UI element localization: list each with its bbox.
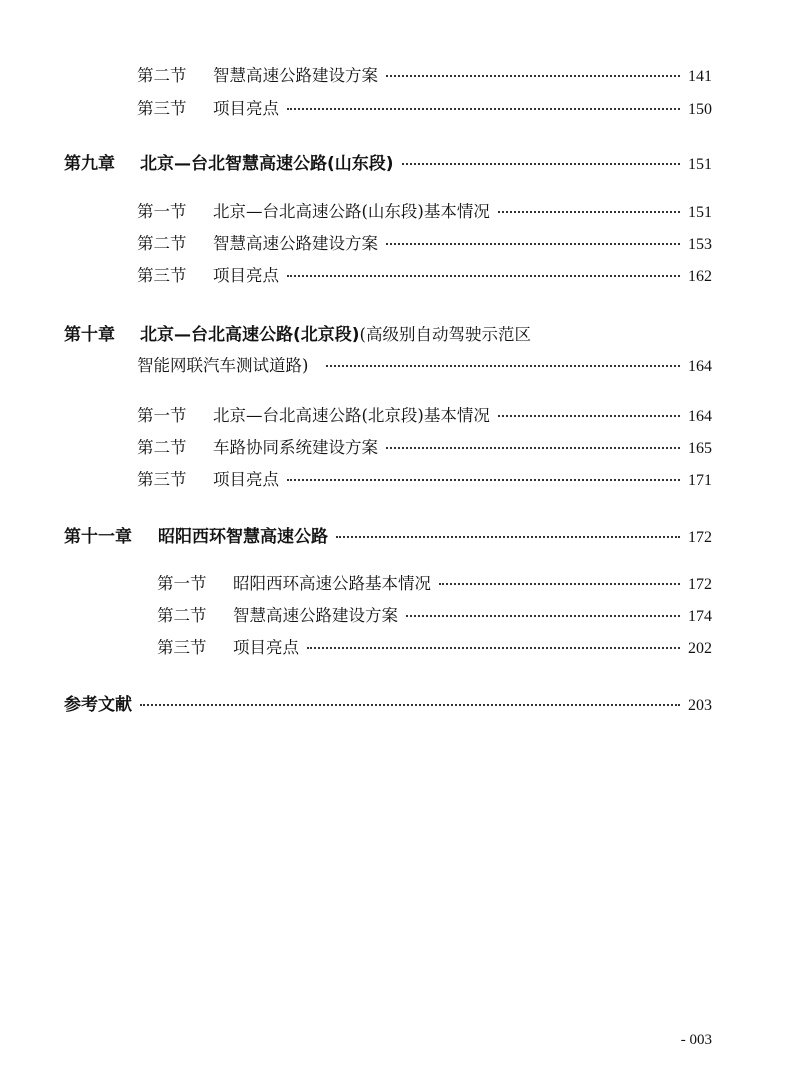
page-ref: 171 [688, 472, 712, 489]
leader-dots [326, 364, 680, 367]
leader-dots [386, 446, 680, 449]
section-title: 项目亮点 [233, 638, 299, 657]
page-ref: 165 [688, 440, 712, 457]
toc-entry[interactable] [137, 262, 712, 286]
section-label: 第一节 [157, 574, 207, 593]
chapter-label: 第十章 [64, 325, 115, 345]
toc-entry[interactable] [137, 434, 712, 458]
chapter-label: 第十一章 [64, 527, 132, 547]
page-ref: 172 [688, 529, 712, 546]
page-ref: 203 [688, 697, 712, 714]
leader-dots [498, 414, 680, 417]
page-ref: 202 [688, 640, 712, 657]
toc-entry[interactable] [157, 570, 712, 594]
toc-entry[interactable] [157, 602, 712, 626]
section-label: 第三节 [137, 99, 187, 118]
toc-entry[interactable] [137, 62, 712, 86]
toc-entry[interactable] [157, 634, 712, 658]
toc-entry[interactable] [137, 402, 712, 426]
leader-dots [336, 535, 680, 538]
section-label: 第二节 [137, 234, 187, 253]
chapter-title: 昭阳西环智慧高速公路 [158, 527, 328, 547]
chapter-title-continued: (高级别自动驾驶示范区 [359, 325, 531, 344]
chapter-title-line2: 智能网联汽车测试道路) [137, 356, 309, 375]
references-label: 参考文献 [64, 695, 132, 715]
chapter-label: 第九章 [64, 154, 115, 174]
leader-dots [140, 703, 680, 706]
chapter-entry[interactable] [64, 522, 712, 547]
chapter-title: 北京—台北高速公路(北京段) [140, 325, 360, 345]
leader-dots [402, 162, 680, 165]
toc-entry[interactable] [137, 198, 712, 222]
section-title: 智慧高速公路建设方案 [213, 234, 378, 253]
section-title: 项目亮点 [213, 470, 279, 489]
leader-dots [386, 74, 680, 77]
section-title: 昭阳西环高速公路基本情况 [233, 574, 431, 593]
leader-dots [386, 242, 680, 245]
leader-dots [287, 274, 680, 277]
toc-entry[interactable] [137, 230, 712, 254]
page-ref: 151 [688, 156, 712, 173]
page-ref: 172 [688, 576, 712, 593]
section-title: 车路协同系统建设方案 [213, 438, 378, 457]
section-label: 第三节 [137, 266, 187, 285]
page-ref: 150 [688, 101, 712, 118]
section-label: 第二节 [137, 438, 187, 457]
page-ref: 153 [688, 236, 712, 253]
page-ref: 164 [688, 408, 712, 425]
section-label: 第三节 [137, 470, 187, 489]
leader-dots [498, 210, 680, 213]
section-label: 第二节 [137, 66, 187, 85]
toc-entry[interactable] [137, 466, 712, 490]
chapter-entry-line2[interactable] [137, 352, 712, 376]
page-ref: 141 [688, 68, 712, 85]
leader-dots [439, 582, 680, 585]
page-number: - 003 [680, 1032, 712, 1048]
toc-entry[interactable] [137, 95, 712, 119]
leader-dots [307, 646, 680, 649]
section-title: 北京—台北高速公路(山东段)基本情况 [213, 202, 490, 221]
chapter-entry[interactable] [64, 320, 531, 345]
page-ref: 151 [688, 204, 712, 221]
leader-dots [287, 478, 680, 481]
section-label: 第三节 [157, 638, 207, 657]
section-title: 北京—台北高速公路(北京段)基本情况 [213, 406, 490, 425]
leader-dots [406, 614, 680, 617]
section-title: 智慧高速公路建设方案 [233, 606, 398, 625]
page-ref: 164 [688, 358, 712, 375]
section-label: 第二节 [157, 606, 207, 625]
section-label: 第一节 [137, 202, 187, 221]
chapter-title: 北京—台北智慧高速公路(山东段) [140, 154, 394, 174]
section-title: 项目亮点 [213, 266, 279, 285]
section-label: 第一节 [137, 406, 187, 425]
section-title: 智慧高速公路建设方案 [213, 66, 378, 85]
chapter-entry[interactable] [64, 149, 712, 174]
leader-dots [287, 107, 680, 110]
section-title: 项目亮点 [213, 99, 279, 118]
page-ref: 162 [688, 268, 712, 285]
references-entry[interactable] [64, 690, 712, 715]
page-ref: 174 [688, 608, 712, 625]
